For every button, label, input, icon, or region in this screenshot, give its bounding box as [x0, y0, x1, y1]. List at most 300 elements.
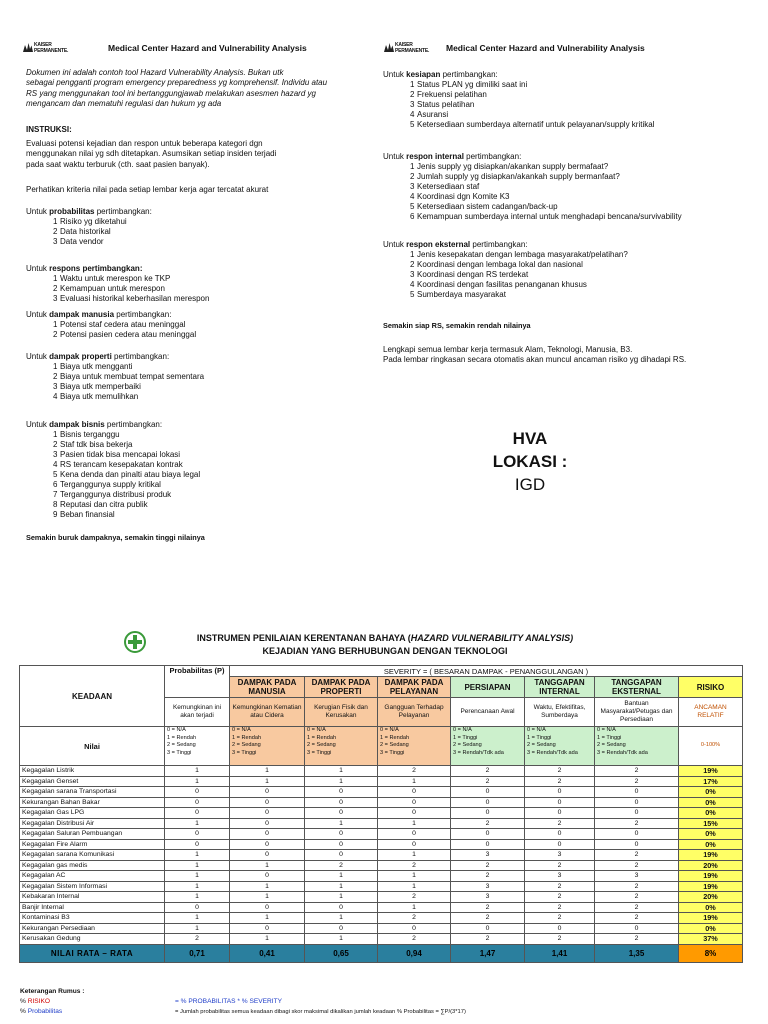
- risk-cell: 0%: [679, 839, 743, 850]
- nilai-label: Nilai: [20, 727, 165, 766]
- value-cell: 1: [165, 923, 230, 934]
- value-cell: 1: [305, 818, 378, 829]
- value-cell: 0: [595, 923, 679, 934]
- legend-pct: %: [20, 1008, 28, 1015]
- item-number: 6: [53, 480, 58, 489]
- table-row: [20, 787, 743, 798]
- heading-key: dampak bisnis: [49, 420, 105, 429]
- value-cell: 0: [451, 829, 525, 840]
- list-item: [53, 274, 209, 284]
- value-cell: 0: [378, 829, 451, 840]
- value-cell: 2: [595, 766, 679, 777]
- value-cell: 3: [451, 850, 525, 861]
- hva-table: [19, 665, 743, 963]
- list-item: [410, 120, 654, 130]
- section-list: [26, 274, 209, 304]
- right-page-title: Medical Center Hazard and Vulnerability Analysis: [446, 43, 645, 53]
- value-cell: 0: [451, 808, 525, 819]
- hva-label: HVA: [512, 429, 548, 448]
- item-text: Jumlah supply yg disiapkan/akankah supply bermanfaat?: [417, 172, 620, 181]
- item-number: 9: [53, 510, 58, 519]
- value-cell: 0: [525, 829, 595, 840]
- table-row: [20, 892, 743, 903]
- item-text: Potensi staf cedera atau meninggal: [60, 320, 186, 329]
- value-cell: 2: [595, 776, 679, 787]
- item-number: 1: [410, 250, 415, 259]
- list-item: [410, 260, 628, 270]
- item-number: 2: [53, 227, 58, 236]
- section-heading: [26, 310, 196, 320]
- item-number: 5: [410, 202, 415, 211]
- heading-key: respons pertimbangkan:: [49, 264, 143, 273]
- section-heading: [26, 264, 209, 274]
- col-header: PERSIAPAN: [451, 677, 525, 698]
- value-cell: 2: [451, 913, 525, 924]
- section-list: [26, 217, 152, 247]
- value-cell: 1: [230, 881, 305, 892]
- logo-mark-icon: [23, 42, 33, 52]
- value-cell: 1: [165, 892, 230, 903]
- value-cell: 2: [378, 766, 451, 777]
- legend-eq-2: = Jumlah probabilitas semua keadaan dibagi skor maksimal dikalikan jumlah keadaan % Probabilitas = ∑P/(3*17): [175, 1009, 466, 1015]
- value-cell: 0: [165, 808, 230, 819]
- value-cell: 1: [230, 776, 305, 787]
- value-cell: 2: [525, 892, 595, 903]
- heading-key: dampak properti: [49, 352, 112, 361]
- title-italic: HAZARD VULNERABILITY ANALYSIS): [410, 633, 574, 643]
- value-cell: 2: [595, 850, 679, 861]
- list-item: [410, 192, 682, 202]
- item-text: Staf tdk bisa bekerja: [60, 440, 133, 449]
- section-heading: [26, 420, 200, 430]
- list-item: [410, 212, 682, 222]
- list-item: [410, 250, 628, 260]
- item-number: 2: [410, 172, 415, 181]
- section-list: [26, 362, 204, 402]
- avg-cell: 1,47: [451, 944, 525, 962]
- footer-line: Lengkapi semua lembar kerja termasuk Alam, Teknologi, Manusia, B3.: [383, 345, 633, 354]
- intro-line: RS yang menggunakan tool ini bertanggungjawab melakukan asesmen hazard yg: [26, 88, 316, 98]
- item-text: Sumberdaya masyarakat: [417, 290, 506, 299]
- intro-line: sebagai pengganti program emergency preparedness yg komprehensif. Individu atau: [26, 78, 328, 88]
- value-cell: 1: [305, 881, 378, 892]
- table-row: [20, 808, 743, 819]
- value-cell: 2: [165, 934, 230, 945]
- value-cell: 2: [525, 934, 595, 945]
- value-cell: 2: [525, 818, 595, 829]
- kaiser-logo-right: [384, 42, 430, 62]
- value-cell: 2: [525, 913, 595, 924]
- heading-key: dampak manusia: [49, 310, 115, 319]
- risk-cell: 0%: [679, 797, 743, 808]
- medical-cross-icon: [124, 631, 146, 653]
- legend-probabilitas: Probabilitas: [27, 1008, 63, 1015]
- value-cell: 0: [230, 818, 305, 829]
- keadaan-cell: Kerusakan Gedung: [20, 934, 165, 945]
- logo-mark-icon: [384, 42, 394, 52]
- avg-cell: 1,35: [595, 944, 679, 962]
- value-cell: 0: [595, 787, 679, 798]
- item-text: Status pelatihan: [417, 100, 475, 109]
- keadaan-cell: Kegagalan Sistem Informasi: [20, 881, 165, 892]
- risk-cell: 15%: [679, 818, 743, 829]
- section-dampak-manusia: [26, 310, 196, 340]
- avg-cell: 8%: [679, 944, 743, 962]
- item-text: Terganggunya supply kritikal: [60, 480, 161, 489]
- item-text: Data historikal: [60, 227, 111, 236]
- item-number: 3: [53, 382, 58, 391]
- table-row: [20, 902, 743, 913]
- list-item: [53, 382, 204, 392]
- item-number: 1: [53, 362, 58, 371]
- item-text: Frekuensi pelatihan: [417, 90, 487, 99]
- section-heading: [383, 70, 654, 80]
- risk-cell: 0%: [679, 923, 743, 934]
- item-number: 3: [53, 237, 58, 246]
- col-header: DAMPAK PADA PROPERTI: [305, 677, 378, 698]
- risk-cell: 17%: [679, 776, 743, 787]
- col-header: RISIKO: [679, 677, 743, 698]
- col-header: TANGGAPAN INTERNAL: [525, 677, 595, 698]
- heading-post: pertimbangkan:: [104, 420, 163, 429]
- item-text: Evaluasi historikal keberhasilan merespon: [60, 294, 210, 303]
- logo-text-2: PERMANENTE.: [34, 48, 69, 54]
- item-number: 3: [410, 100, 415, 109]
- list-item: [410, 290, 628, 300]
- avg-cell: 0,71: [165, 944, 230, 962]
- value-cell: 0: [378, 797, 451, 808]
- heading-post: pertimbangkan:: [111, 352, 170, 361]
- item-text: Bisnis terganggu: [60, 430, 120, 439]
- section-heading: [26, 352, 204, 362]
- value-cell: 2: [305, 860, 378, 871]
- value-cell: 2: [378, 860, 451, 871]
- instruksi-heading: INSTRUKSI:: [26, 125, 72, 134]
- value-cell: 0: [305, 787, 378, 798]
- section-dampak-bisnis: [26, 420, 200, 520]
- heading-pre: Untuk: [26, 352, 50, 361]
- table-row: [20, 829, 743, 840]
- table-row: [20, 860, 743, 871]
- heading-post: pertimbangkan:: [114, 310, 172, 319]
- item-text: Kemampuan untuk merespon: [60, 284, 165, 293]
- list-item: [410, 110, 654, 120]
- item-number: 2: [53, 372, 58, 381]
- keadaan-cell: Kegagalan Distribusi Air: [20, 818, 165, 829]
- value-cell: 2: [595, 881, 679, 892]
- item-number: 5: [53, 470, 58, 479]
- value-cell: 0: [230, 902, 305, 913]
- heading-pre: Untuk: [26, 264, 50, 273]
- value-cell: 2: [595, 892, 679, 903]
- value-cell: 0: [305, 902, 378, 913]
- heading-pre: Untuk: [383, 240, 407, 249]
- scale-cell: 0 = N/A 1 = Rendah 2 = Sedang 3 = Tinggi: [165, 727, 230, 766]
- item-text: Waktu untuk merespon ke TKP: [60, 274, 171, 283]
- item-text: Jenis supply yg disiapkan/akankan supply bermafaat?: [417, 162, 609, 171]
- heading-pre: Untuk: [383, 152, 407, 161]
- item-text: Kena denda dan pinalti atau biaya legal: [60, 470, 201, 479]
- value-cell: 1: [378, 776, 451, 787]
- value-cell: 2: [595, 818, 679, 829]
- item-text: Biaya utk memulihkan: [60, 392, 139, 401]
- value-cell: 0: [305, 923, 378, 934]
- value-cell: 1: [230, 860, 305, 871]
- list-item: [410, 202, 682, 212]
- item-text: Beban finansial: [60, 510, 115, 519]
- item-text: Koordinasi dgn Komite K3: [417, 192, 510, 201]
- scale-cell: 0-100%: [679, 727, 743, 766]
- item-number: 3: [53, 294, 58, 303]
- value-cell: 0: [451, 787, 525, 798]
- value-cell: 1: [305, 913, 378, 924]
- list-item: [53, 372, 204, 382]
- value-cell: 3: [525, 850, 595, 861]
- value-cell: 1: [305, 871, 378, 882]
- list-item: [53, 284, 209, 294]
- value-cell: 1: [230, 892, 305, 903]
- intro-line: mengancam dan mematuhi regulasi dan hukum yg ada: [26, 99, 222, 109]
- value-cell: 3: [595, 871, 679, 882]
- heading-post: pertimbangkan:: [440, 70, 498, 79]
- intro-line: Dokumen ini adalah contoh tool Hazard Vulnerability Analysis. Bukan utk: [26, 68, 284, 77]
- list-item: [53, 440, 200, 450]
- keadaan-cell: Kontaminasi B3: [20, 913, 165, 924]
- table-row: [20, 850, 743, 861]
- item-text: RS terancam kesepakatan kontrak: [60, 460, 183, 469]
- item-number: 6: [410, 212, 415, 221]
- left-closing: Semakin buruk dampaknya, semakin tinggi nilainya: [26, 533, 205, 542]
- legend-title: Keterangan Rumus :: [20, 988, 85, 995]
- list-item: [53, 392, 204, 402]
- avg-cell: 1,41: [525, 944, 595, 962]
- legend-pct: %: [20, 998, 28, 1005]
- col-header: DAMPAK PADA PELAYANAN: [378, 677, 451, 698]
- keadaan-header: KEADAAN: [20, 666, 165, 727]
- value-cell: 2: [451, 860, 525, 871]
- value-cell: 0: [378, 839, 451, 850]
- section-heading: [383, 240, 628, 250]
- heading-key: respon eksternal: [406, 240, 471, 249]
- list-item: [53, 480, 200, 490]
- item-text: Status PLAN yg dimiliki saat ini: [417, 80, 528, 89]
- item-number: 3: [410, 182, 415, 191]
- heading-pre: Untuk: [26, 207, 50, 216]
- list-item: [53, 430, 200, 440]
- value-cell: 1: [305, 934, 378, 945]
- value-cell: 0: [305, 797, 378, 808]
- value-cell: 0: [230, 787, 305, 798]
- item-number: 7: [53, 490, 58, 499]
- col-header: TANGGAPAN EKSTERNAL: [595, 677, 679, 698]
- risk-cell: 0%: [679, 787, 743, 798]
- col-subheader: Bantuan Masyarakat/Petugas dan Persediaan: [595, 698, 679, 727]
- value-cell: 2: [451, 766, 525, 777]
- risk-cell: 19%: [679, 871, 743, 882]
- table-row: [20, 934, 743, 945]
- value-cell: 1: [230, 766, 305, 777]
- heading-pre: Untuk: [26, 310, 50, 319]
- item-text: Koordinasi dengan RS terdekat: [417, 270, 529, 279]
- scale-cell: 0 = N/A 1 = Rendah 2 = Sedang 3 = Tinggi: [305, 727, 378, 766]
- value-cell: 1: [378, 871, 451, 882]
- right-closing: Semakin siap RS, semakin rendah nilainya: [383, 321, 531, 330]
- keadaan-cell: Banjir Internal: [20, 902, 165, 913]
- value-cell: 2: [595, 860, 679, 871]
- value-cell: 1: [165, 776, 230, 787]
- hva-lokasi: [480, 427, 580, 496]
- avg-label: NILAI RATA – RATA: [20, 944, 165, 962]
- value-cell: 0: [165, 839, 230, 850]
- table-row: [20, 923, 743, 934]
- logo-text-2: PERMANENTE.: [395, 48, 430, 54]
- value-cell: 2: [451, 871, 525, 882]
- value-cell: 0: [378, 787, 451, 798]
- keadaan-cell: Kegagalan Saluran Pembuangan: [20, 829, 165, 840]
- scale-cell: 0 = N/A 1 = Tinggi 2 = Sedang 3 = Rendah/Tdk ada: [451, 727, 525, 766]
- avg-cell: 0,41: [230, 944, 305, 962]
- heading-post: pertimbangkan:: [470, 240, 528, 249]
- avg-cell: 0,94: [378, 944, 451, 962]
- risk-cell: 20%: [679, 860, 743, 871]
- value-cell: 1: [378, 881, 451, 892]
- section-list: [383, 162, 682, 222]
- risk-cell: 0%: [679, 829, 743, 840]
- legend-eq-1: = % PROBABILITAS * % SEVERITY: [175, 998, 283, 1005]
- col-subheader: Gangguan Terhadap Pelayanan: [378, 698, 451, 727]
- item-number: 8: [53, 500, 58, 509]
- section-respons-pertimbangkan-: [26, 264, 209, 304]
- section-kesiapan: [383, 70, 654, 130]
- value-cell: 0: [525, 808, 595, 819]
- value-cell: 1: [165, 818, 230, 829]
- table-row: [20, 797, 743, 808]
- instruksi-line: menggunakan nilai yg sdh ditetapkan. Asumsikan setiap insiden terjadi: [26, 149, 277, 159]
- footer-line: Pada lembar ringkasan secara otomatis akan muncul ancaman risiko yg dihadapi RS.: [383, 355, 687, 365]
- scale-cell: 0 = N/A 1 = Tinggi 2 = Sedang 3 = Rendah/Tdk ada: [525, 727, 595, 766]
- value-cell: 2: [525, 902, 595, 913]
- list-item: [410, 162, 682, 172]
- item-number: 4: [53, 460, 58, 469]
- table-row: [20, 818, 743, 829]
- item-text: Koordinasi dengan fasilitas penanganan khusus: [417, 280, 587, 289]
- value-cell: 0: [230, 797, 305, 808]
- value-cell: 0: [595, 829, 679, 840]
- lokasi-label: LOKASI :: [492, 452, 568, 471]
- risk-cell: 19%: [679, 881, 743, 892]
- value-cell: 2: [595, 902, 679, 913]
- keadaan-cell: Kegagalan Genset: [20, 776, 165, 787]
- section-list: [26, 430, 200, 520]
- keadaan-cell: Kegagalan Fire Alarm: [20, 839, 165, 850]
- list-item: [53, 500, 200, 510]
- value-cell: 0: [525, 797, 595, 808]
- lokasi-value: IGD: [514, 475, 546, 494]
- value-cell: 1: [165, 850, 230, 861]
- risk-cell: 20%: [679, 892, 743, 903]
- item-number: 1: [410, 80, 415, 89]
- keadaan-cell: Kegagalan AC: [20, 871, 165, 882]
- col-subheader: Perencanaan Awal: [451, 698, 525, 727]
- value-cell: 2: [595, 913, 679, 924]
- list-item: [410, 172, 682, 182]
- value-cell: 2: [451, 776, 525, 787]
- value-cell: 0: [378, 923, 451, 934]
- value-cell: 1: [305, 776, 378, 787]
- value-cell: 3: [451, 881, 525, 892]
- list-item: [53, 510, 200, 520]
- value-cell: 1: [230, 934, 305, 945]
- table-row: [20, 881, 743, 892]
- list-item: [410, 90, 654, 100]
- item-text: Jenis kesepakatan dengan lembaga masyarakat/pelatihan?: [417, 250, 628, 259]
- logo-text-1: KAISER: [395, 42, 413, 48]
- title-part: INSTRUMEN PENILAIAN KERENTANAN BAHAYA (: [196, 633, 411, 643]
- keadaan-cell: Kegagalan Gas LPG: [20, 808, 165, 819]
- intro-text: [26, 68, 327, 110]
- section-heading: [383, 152, 682, 162]
- value-cell: 2: [451, 818, 525, 829]
- value-cell: 1: [305, 766, 378, 777]
- item-text: Ketersediaan sistem cadangan/back-up: [417, 202, 558, 211]
- prob-sub: Kemungkinan ini akan terjadi: [165, 698, 230, 727]
- value-cell: 2: [525, 776, 595, 787]
- list-item: [53, 490, 200, 500]
- list-item: [53, 217, 152, 227]
- item-text: Biaya utk mengganti: [60, 362, 133, 371]
- col-subheader: Waktu, Efektifitas, Sumberdaya: [525, 698, 595, 727]
- instruksi-line: pada saat waktu terburuk (cth. saat pasien banyak).: [26, 159, 210, 169]
- section-respon-eksternal: [383, 240, 628, 300]
- item-number: 1: [410, 162, 415, 171]
- section-list: [383, 80, 654, 130]
- item-number: 2: [53, 330, 58, 339]
- keadaan-cell: Kekurangan Bahan Bakar: [20, 797, 165, 808]
- value-cell: 0: [451, 839, 525, 850]
- heading-key: respon internal: [406, 152, 464, 161]
- right-footer: [383, 345, 686, 366]
- value-cell: 1: [378, 818, 451, 829]
- legend-risiko: RISIKO: [27, 998, 51, 1005]
- item-number: 4: [410, 110, 415, 119]
- keadaan-cell: Kegagalan gas medis: [20, 860, 165, 871]
- list-item: [53, 460, 200, 470]
- value-cell: 0: [230, 850, 305, 861]
- risk-cell: 19%: [679, 850, 743, 861]
- instrument-title: [150, 633, 620, 643]
- value-cell: 2: [451, 934, 525, 945]
- value-cell: 0: [305, 850, 378, 861]
- list-item: [410, 270, 628, 280]
- value-cell: 0: [378, 808, 451, 819]
- logo-text-1: KAISER: [34, 42, 52, 48]
- value-cell: 0: [595, 839, 679, 850]
- item-text: Risiko yg diketahui: [60, 217, 127, 226]
- value-cell: 1: [165, 871, 230, 882]
- keadaan-cell: Kegagalan sarana Transportasi: [20, 787, 165, 798]
- value-cell: 0: [230, 871, 305, 882]
- value-cell: 3: [451, 892, 525, 903]
- severity-header: SEVERITY = ( BESARAN DAMPAK - PENANGGULANGAN ): [230, 666, 743, 677]
- value-cell: 2: [451, 902, 525, 913]
- heading-post: pertimbangkan:: [94, 207, 152, 216]
- value-cell: 1: [378, 850, 451, 861]
- value-cell: 1: [305, 892, 378, 903]
- item-text: Koordinasi dengan lembaga lokal dan nasional: [417, 260, 583, 269]
- value-cell: 0: [165, 829, 230, 840]
- item-number: 1: [53, 320, 58, 329]
- value-cell: 0: [165, 787, 230, 798]
